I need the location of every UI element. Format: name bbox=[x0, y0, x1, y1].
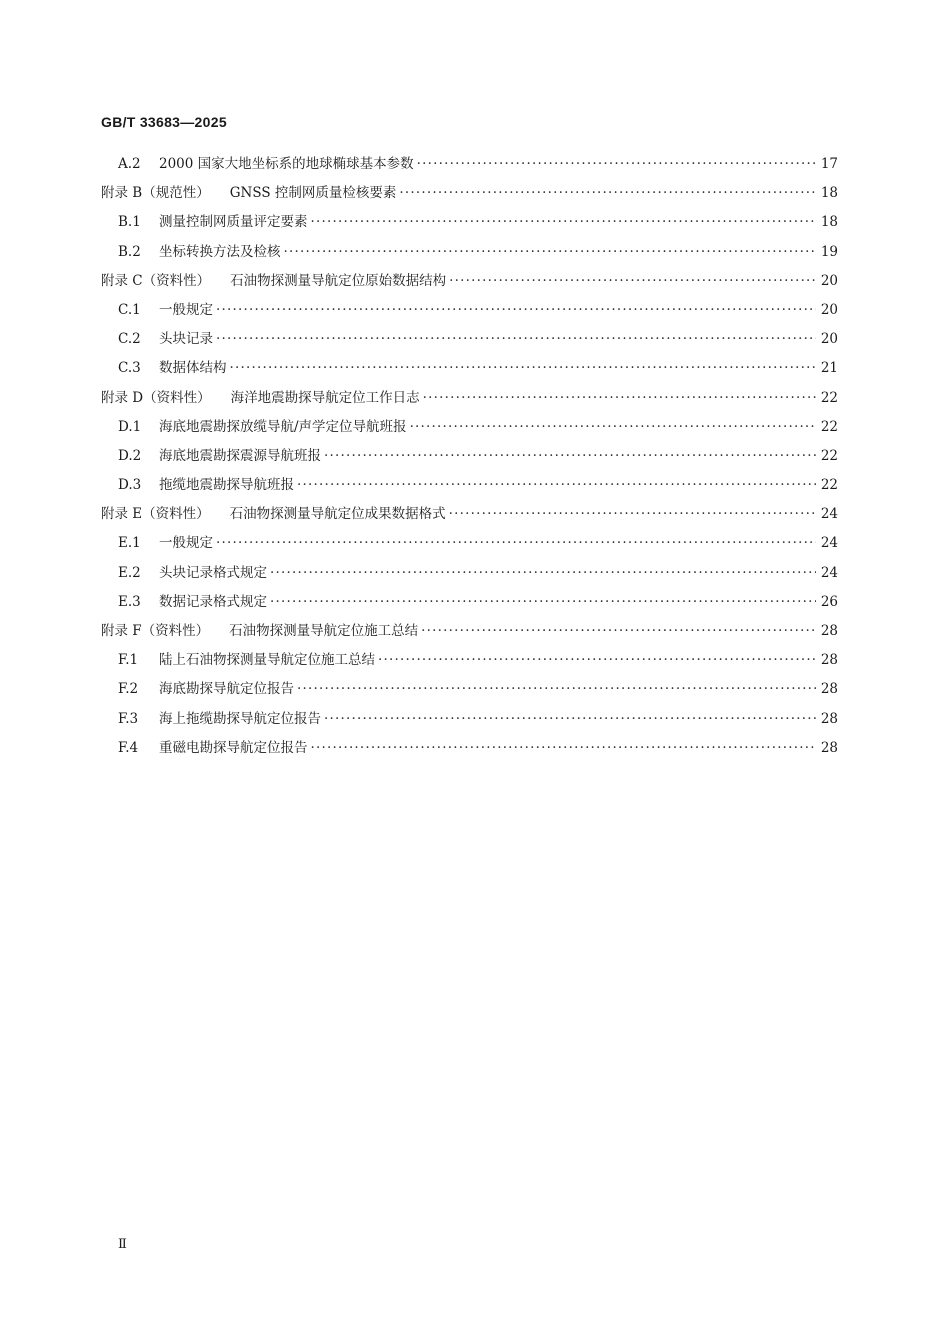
toc-title: GNSS 控制网质量检核要素 bbox=[229, 185, 397, 202]
document-code: GB/T 33683—2025 bbox=[101, 114, 227, 130]
toc-title: 一般规定 bbox=[159, 535, 213, 552]
toc-section-number: C.1 bbox=[118, 301, 141, 318]
toc-annex-label: 附录 C（资料性） bbox=[101, 272, 211, 289]
toc-page-number: 21 bbox=[820, 360, 838, 377]
toc-title: 石油物探测量导航定位施工总结 bbox=[229, 623, 419, 639]
toc-title: 海底地震勘探放缆导航/声学定位导航班报 bbox=[159, 418, 407, 435]
toc-entry[interactable] bbox=[101, 707, 838, 736]
toc-page-number: 19 bbox=[820, 243, 838, 260]
toc-entry[interactable] bbox=[101, 736, 838, 765]
toc-dot-leader bbox=[324, 711, 816, 727]
toc-dot-leader bbox=[399, 185, 816, 201]
toc-page-number: 22 bbox=[820, 389, 838, 406]
toc-page-number: 18 bbox=[820, 214, 838, 231]
toc-section-number: F.1 bbox=[118, 652, 139, 669]
toc-title: 测量控制网质量评定要素 bbox=[159, 214, 308, 231]
toc-section-number: F.4 bbox=[118, 739, 139, 756]
toc-section-number: E.2 bbox=[118, 564, 141, 581]
toc-entry[interactable] bbox=[101, 677, 838, 706]
toc-title: 陆上石油物探测量导航定位施工总结 bbox=[159, 652, 375, 669]
toc-annex-label: 附录 D（资料性） bbox=[101, 389, 211, 406]
toc-title: 石油物探测量导航定位成果数据格式 bbox=[229, 506, 446, 523]
toc-entry[interactable] bbox=[101, 298, 838, 327]
toc-entry[interactable] bbox=[101, 356, 838, 385]
toc-entry[interactable] bbox=[101, 531, 838, 560]
toc-entry[interactable] bbox=[101, 590, 838, 619]
toc-entry[interactable] bbox=[101, 269, 838, 298]
toc-page-number: 24 bbox=[820, 535, 838, 552]
toc-annex-label: 附录 F（资料性） bbox=[101, 623, 210, 639]
toc-section-number: E.1 bbox=[118, 535, 141, 552]
toc-dot-leader bbox=[284, 244, 817, 260]
toc-section-number: B.1 bbox=[118, 214, 141, 231]
toc-dot-leader bbox=[324, 448, 816, 464]
toc-page-number: 24 bbox=[820, 506, 838, 523]
toc-annex-label: 附录 E（资料性） bbox=[101, 506, 210, 523]
toc-page-number: 28 bbox=[820, 681, 838, 698]
toc-title: 石油物探测量导航定位原始数据结构 bbox=[230, 272, 447, 289]
toc-title: 海底地震勘探震源导航班报 bbox=[159, 447, 321, 464]
toc-title: 海洋地震勘探导航定位工作日志 bbox=[230, 389, 420, 406]
toc-dot-leader bbox=[449, 506, 816, 522]
toc-dot-leader bbox=[216, 302, 816, 318]
toc-annex-label: 附录 B（规范性） bbox=[101, 185, 210, 202]
toc-section-number: C.3 bbox=[118, 360, 141, 377]
toc-entry[interactable] bbox=[101, 473, 838, 502]
toc-entry[interactable] bbox=[101, 619, 838, 648]
toc-page-number: 22 bbox=[820, 418, 838, 435]
toc-title: 重磁电勘探导航定位报告 bbox=[159, 739, 308, 756]
toc-page-number: 28 bbox=[820, 710, 838, 727]
toc-dot-leader bbox=[423, 390, 816, 406]
toc-title: 数据体结构 bbox=[159, 360, 227, 377]
toc-title: 数据记录格式规定 bbox=[159, 593, 267, 610]
toc-dot-leader bbox=[297, 477, 816, 493]
toc-section-number: D.1 bbox=[118, 418, 142, 435]
toc-title: 头块记录 bbox=[159, 331, 213, 348]
toc-page-number: 28 bbox=[820, 623, 838, 639]
toc-section-number: D.3 bbox=[118, 477, 142, 494]
toc-dot-leader bbox=[216, 535, 816, 551]
toc-page-number: 22 bbox=[820, 477, 838, 494]
toc-page-number: 20 bbox=[820, 331, 838, 348]
toc-dot-leader bbox=[216, 331, 816, 347]
toc-dot-leader bbox=[417, 156, 816, 172]
toc-entry[interactable] bbox=[101, 152, 838, 181]
toc-title: 一般规定 bbox=[159, 301, 213, 318]
toc-section-number: F.3 bbox=[118, 710, 139, 727]
toc-entry[interactable] bbox=[101, 648, 838, 677]
toc-dot-leader bbox=[297, 681, 816, 697]
toc-entry[interactable] bbox=[101, 444, 838, 473]
toc-entry[interactable] bbox=[101, 327, 838, 356]
toc-page-number: 28 bbox=[820, 739, 838, 756]
toc-section-number: B.2 bbox=[118, 243, 141, 260]
page-number: Ⅱ bbox=[118, 1237, 127, 1252]
toc-section-number: C.2 bbox=[118, 331, 141, 348]
toc-dot-leader bbox=[270, 565, 816, 581]
toc-section-number: E.3 bbox=[118, 593, 141, 610]
toc-title: 2000 国家大地坐标系的地球椭球基本参数 bbox=[159, 156, 414, 172]
toc-section-number: A.2 bbox=[118, 156, 141, 172]
toc-entry[interactable] bbox=[101, 240, 838, 269]
toc-dot-leader bbox=[410, 419, 816, 435]
toc-entry[interactable] bbox=[101, 561, 838, 590]
toc-title: 头块记录格式规定 bbox=[159, 564, 267, 581]
toc-title: 海上拖缆勘探导航定位报告 bbox=[159, 710, 321, 727]
toc-title: 海底勘探导航定位报告 bbox=[159, 681, 294, 698]
toc-entry[interactable] bbox=[101, 181, 838, 210]
toc-page-number: 22 bbox=[820, 447, 838, 464]
toc-page-number: 17 bbox=[820, 156, 838, 172]
toc-section-number: F.2 bbox=[118, 681, 139, 698]
toc-dot-leader bbox=[449, 273, 816, 289]
toc-entry[interactable] bbox=[101, 210, 838, 239]
toc-dot-leader bbox=[311, 740, 817, 756]
toc-dot-leader bbox=[270, 594, 816, 610]
toc-entry[interactable] bbox=[101, 386, 838, 415]
toc-section-number: D.2 bbox=[118, 447, 142, 464]
table-of-contents bbox=[101, 152, 838, 765]
toc-entry[interactable] bbox=[101, 502, 838, 531]
toc-dot-leader bbox=[378, 652, 816, 668]
toc-page-number: 18 bbox=[820, 185, 838, 202]
toc-page-number: 20 bbox=[820, 301, 838, 318]
toc-page-number: 20 bbox=[820, 272, 838, 289]
toc-page-number: 26 bbox=[820, 593, 838, 610]
toc-page-number: 24 bbox=[820, 564, 838, 581]
toc-title: 拖缆地震勘探导航班报 bbox=[159, 477, 294, 494]
toc-dot-leader bbox=[311, 214, 817, 230]
toc-dot-leader bbox=[421, 623, 816, 639]
toc-title: 坐标转换方法及检核 bbox=[159, 243, 281, 260]
toc-page-number: 28 bbox=[820, 652, 838, 669]
toc-dot-leader bbox=[230, 360, 817, 376]
toc-entry[interactable] bbox=[101, 415, 838, 444]
